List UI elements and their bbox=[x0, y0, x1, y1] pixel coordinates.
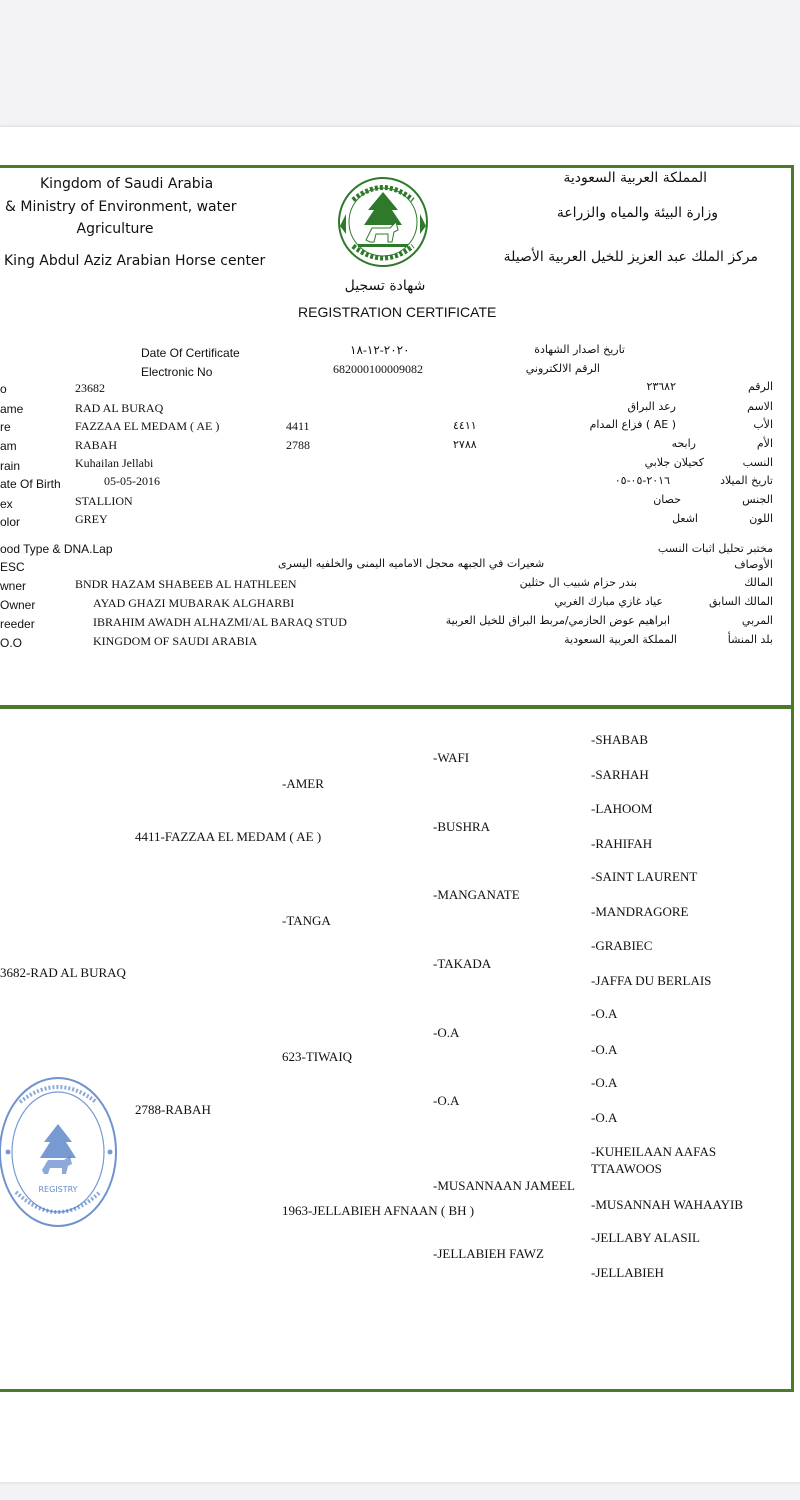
people-value-ar: عياد غازي مبارك الغربي bbox=[554, 595, 663, 608]
field-value-ar: اشعل bbox=[672, 512, 698, 525]
people-value-ar: بندر حزام شبيب ال حثلين bbox=[519, 576, 637, 589]
cert-title-en: REGISTRATION CERTIFICATE bbox=[298, 304, 497, 320]
bottom-frame bbox=[0, 705, 794, 1392]
desc-label-ar: الأوصاف bbox=[734, 558, 773, 571]
pedigree-gen1: 4411-FAZZAA EL MEDAM ( AE ) bbox=[135, 829, 322, 844]
field-label-ar: الأب bbox=[753, 418, 773, 431]
people-label-ar: المالك bbox=[744, 576, 773, 589]
pedigree-gen2: -AMER bbox=[282, 776, 324, 791]
pedigree-gen3: -MANGANATE bbox=[433, 887, 520, 902]
field-label-ar: الاسم bbox=[747, 400, 773, 413]
field-value: Kuhailan Jellabi bbox=[75, 456, 154, 470]
dna-label-ar: مختبر تحليل اثبات النسب bbox=[657, 542, 773, 555]
pedigree-gen3: -O.A bbox=[433, 1025, 460, 1040]
header-ar-line2: وزارة البيئة والمياه والزراعة bbox=[556, 205, 718, 221]
field-value: FAZZAA EL MEDAM ( AE ) bbox=[75, 419, 220, 433]
pedigree-gen3: -BUSHRA bbox=[433, 819, 491, 834]
date-label: Date Of Certificate bbox=[141, 346, 240, 360]
field-value: 05-05-2016 bbox=[104, 474, 160, 488]
desc-value-ar: شعيرات في الجبهه محجل الاماميه اليمنى والخلفيه اليسرى bbox=[278, 557, 545, 570]
field-value-ar: رابحه bbox=[671, 437, 696, 450]
header-en-line2: & Ministry of Environment, water bbox=[5, 199, 237, 215]
header-ar-line1: المملكة العربية السعودية bbox=[563, 170, 707, 186]
pedigree-gen2: -TANGA bbox=[282, 913, 331, 928]
pedigree-gen4: -O.A bbox=[591, 1006, 618, 1021]
people-label: wner bbox=[0, 579, 27, 593]
pedigree-gen4: -O.A bbox=[591, 1075, 618, 1090]
pedigree-gen4: -JELLABY ALASIL bbox=[591, 1230, 700, 1245]
field-code: 2788 bbox=[286, 438, 310, 452]
header-en-line1: Kingdom of Saudi Arabia bbox=[40, 176, 214, 192]
people-label: Owner bbox=[0, 598, 36, 612]
field-code: 4411 bbox=[286, 419, 310, 433]
pedigree-gen3: -JELLABIEH FAWZ bbox=[433, 1246, 545, 1261]
field-label: rain bbox=[0, 459, 21, 473]
people-value: AYAD GHAZI MUBARAK ALGHARBI bbox=[93, 596, 295, 610]
pedigree-gen4: -SHABAB bbox=[591, 732, 649, 747]
date-label-ar: تاريخ اصدار الشهادة bbox=[534, 343, 625, 356]
pedigree-gen4: -JAFFA DU BERLAIS bbox=[591, 973, 712, 988]
field-value-ar: ( AE ) فزاع المدام bbox=[589, 418, 676, 431]
field-value-ar: كحيلان جلابي bbox=[644, 456, 704, 469]
field-value: RAD AL BURAQ bbox=[75, 401, 164, 415]
pedigree-root: 3682-RAD AL BURAQ bbox=[0, 965, 126, 980]
people-label: O.O bbox=[0, 636, 23, 650]
field-label: ame bbox=[0, 402, 24, 416]
field-value: GREY bbox=[75, 512, 108, 526]
pedigree-gen4: -GRABIEC bbox=[591, 938, 653, 953]
stamp-registry-text: REGISTRY bbox=[38, 1185, 78, 1194]
field-label-ar: الرقم bbox=[747, 380, 773, 393]
pedigree-gen1: 2788-RABAH bbox=[135, 1102, 211, 1117]
field-value: STALLION bbox=[75, 494, 133, 508]
field-label: ex bbox=[0, 497, 13, 511]
field-code-ar: ٤٤١١ bbox=[453, 419, 477, 432]
pedigree-gen3: -MUSANNAAN JAMEEL bbox=[433, 1178, 575, 1193]
field-label-ar: النسب bbox=[742, 456, 773, 469]
pedigree-gen2: 623-TIWAIQ bbox=[282, 1049, 353, 1064]
header-en-center: King Abdul Aziz Arabian Horse center bbox=[4, 253, 266, 269]
field-label-ar: الجنس bbox=[742, 493, 773, 506]
electronic-no-label: Electronic No bbox=[141, 365, 213, 379]
pedigree-gen4: -LAHOOM bbox=[591, 801, 653, 816]
pedigree-gen4: -RAHIFAH bbox=[591, 836, 653, 851]
people-value-ar: ابراهيم عوض الحازمي/مربط البراق للخيل العربية bbox=[445, 614, 670, 627]
people-value: BNDR HAZAM SHABEEB AL HATHLEEN bbox=[75, 577, 297, 591]
header-ar-center: مركز الملك عبد العزيز للخيل العربية الأصيلة bbox=[503, 249, 758, 265]
field-code-ar: ٢٧٨٨ bbox=[453, 438, 477, 451]
field-label: am bbox=[0, 439, 17, 453]
field-label-ar: تاريخ الميلاد bbox=[720, 474, 773, 487]
field-value: RABAH bbox=[75, 438, 118, 452]
people-label-ar: بلد المنشأ bbox=[727, 633, 773, 646]
pedigree-gen4: -MUSANNAH WAHAAYIB bbox=[591, 1197, 744, 1212]
pedigree-gen4: -KUHEILAAN AAFAS TTAAWOOS bbox=[591, 1144, 717, 1176]
cert-title-ar: شهادة تسجيل bbox=[344, 278, 426, 294]
field-label-ar: الأم bbox=[756, 437, 773, 450]
pedigree-gen4: -JELLABIEH bbox=[591, 1265, 664, 1280]
field-value-ar: ٢٣٦٨٢ bbox=[646, 380, 676, 393]
field-value-ar: رعد البراق bbox=[627, 400, 676, 413]
header-en-line3: Agriculture bbox=[76, 221, 154, 237]
electronic-no-value: 682000100009082 bbox=[333, 362, 423, 376]
field-value-ar: حصان bbox=[653, 493, 681, 506]
date-value: ٢٠٢٠-١٢-١٨ bbox=[350, 343, 410, 357]
desc-label: ESC bbox=[0, 560, 25, 574]
field-label: ate Of Birth bbox=[0, 477, 61, 491]
pedigree-gen3: -O.A bbox=[433, 1093, 460, 1108]
center-logo-icon bbox=[328, 170, 438, 280]
field-label: o bbox=[0, 382, 7, 396]
pedigree-gen4: -O.A bbox=[591, 1110, 618, 1125]
pedigree-gen4: -SAINT LAURENT bbox=[591, 869, 698, 884]
people-value-ar: المملكة العربية السعودية bbox=[564, 633, 677, 646]
people-value: IBRAHIM AWADH ALHAZMI/AL BARAQ STUD bbox=[93, 615, 347, 629]
field-label: re bbox=[0, 420, 11, 434]
pedigree-gen4: -MANDRAGORE bbox=[591, 904, 689, 919]
pedigree-gen4: -SARHAH bbox=[591, 767, 649, 782]
people-label-ar: المالك السابق bbox=[708, 595, 773, 608]
field-value: 23682 bbox=[75, 381, 105, 395]
registry-stamp-icon bbox=[0, 1072, 125, 1232]
field-label: olor bbox=[0, 515, 21, 529]
pedigree-gen2: 1963-JELLABIEH AFNAAN ( BH ) bbox=[282, 1203, 475, 1218]
people-value: KINGDOM OF SAUDI ARABIA bbox=[93, 634, 258, 648]
field-value-ar: ٢٠١٦-٠٥-٠٥ bbox=[614, 474, 670, 487]
pedigree-gen3: -TAKADA bbox=[433, 956, 492, 971]
field-label-ar: اللون bbox=[749, 512, 773, 525]
pedigree-gen4: -O.A bbox=[591, 1042, 618, 1057]
electronic-no-label-ar: الرقم الالكتروني bbox=[525, 362, 600, 375]
pedigree-gen3: -WAFI bbox=[433, 750, 470, 765]
people-label: reeder bbox=[0, 617, 35, 631]
people-label-ar: المربي bbox=[741, 614, 773, 627]
dna-label: ood Type & DNA.Lap bbox=[0, 542, 113, 556]
